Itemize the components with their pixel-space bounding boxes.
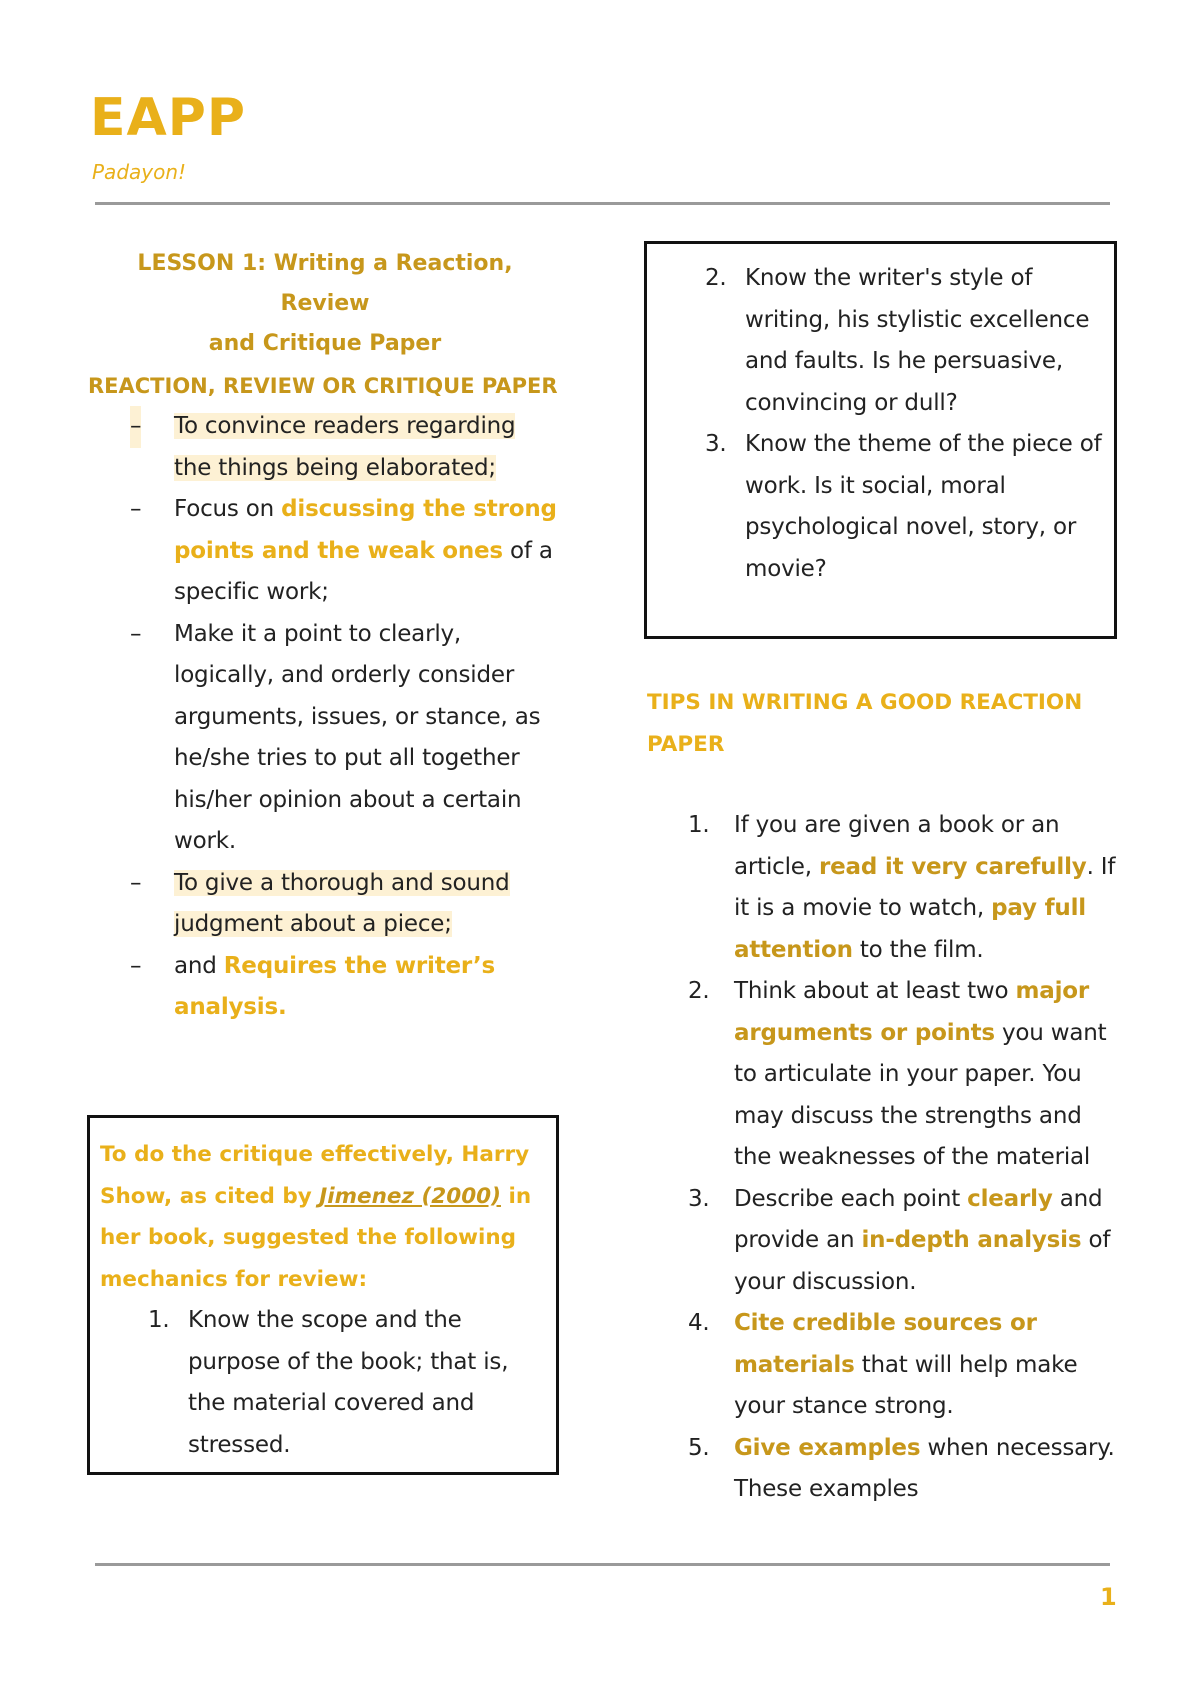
- document-title: EAPP: [90, 88, 246, 148]
- item-number: 1.: [688, 812, 710, 838]
- dash-marker: –: [130, 406, 141, 448]
- tip-emphasis: clearly: [967, 1185, 1053, 1212]
- footer-divider: [95, 1563, 1110, 1566]
- tip-text: you want to articulate in your paper. You may discuss the strengths and the weaknesses of the material: [734, 1019, 1107, 1170]
- tip-text: of your discussion.: [734, 1227, 1111, 1295]
- tip-emphasis: major arguments or points: [734, 978, 1089, 1046]
- item-number: 5.: [688, 1434, 710, 1461]
- document-subtitle: Padayon!: [92, 160, 187, 184]
- item-text: Know the scope and the purpose of the book; that is, the material covered and stressed.: [188, 1307, 509, 1458]
- bullet-text: Make it a point to clearly, logically, and orderly consider arguments, issues, or stance, as he/she tries to put all together his/her opinion about a certain work.: [174, 620, 541, 854]
- bullet-list: [88, 406, 568, 1029]
- list-item: [88, 406, 568, 489]
- item-number: 1.: [148, 1307, 170, 1333]
- header-divider: [95, 202, 1110, 205]
- list-item: [640, 971, 1120, 1179]
- bullet-text-line2: judgment about a piece;: [174, 911, 452, 937]
- dash-marker: –: [130, 869, 142, 896]
- dash-marker: –: [130, 952, 142, 979]
- mechanics-list: [100, 1300, 550, 1466]
- item-text: Know the theme of the piece of work. Is it social, moral psychological novel, story, or movie?: [745, 431, 1102, 582]
- list-item: [88, 946, 568, 1029]
- tip-text: to the film.: [852, 936, 984, 963]
- tip-emphasis: read it very carefully: [818, 853, 1087, 880]
- item-number: 2.: [705, 265, 727, 291]
- item-text: Know the writer's style of writing, his stylistic excellence and faults. Is he persuasive, convincing or dull?: [745, 265, 1090, 416]
- section-heading: REACTION, REVIEW OR CRITIQUE PAPER: [88, 374, 558, 398]
- tips-heading: TIPS IN WRITING A GOOD REACTION PAPER: [647, 690, 1083, 757]
- bullet-text: of a specific work;: [174, 537, 553, 605]
- tip-text: Describe each point: [734, 1185, 968, 1212]
- tip-text: Think about at least two: [734, 978, 1016, 1004]
- dash-marker: –: [130, 496, 142, 522]
- tip-text: that will help make your stance strong.: [734, 1351, 1078, 1419]
- bullet-emphasis: Requires the writer’s analysis.: [174, 952, 496, 1020]
- tip-emphasis: pay full attention: [734, 895, 1086, 963]
- list-item: [640, 1179, 1120, 1304]
- bullet-text: and: [174, 952, 224, 979]
- item-number: 3.: [688, 1185, 710, 1212]
- list-item: [88, 863, 568, 946]
- list-item: [88, 489, 568, 614]
- bullet-text-line2: the things being elaborated;: [174, 454, 496, 481]
- review-mechanics-box-continued: [644, 241, 1117, 639]
- list-item: [640, 1303, 1120, 1428]
- tip-text: and provide an: [734, 1185, 1103, 1253]
- bullet-text: Focus on: [174, 496, 282, 522]
- tip-emphasis: Cite credible sources or materials: [734, 1310, 1037, 1378]
- bullet-text-line1: To convince readers regarding: [174, 413, 516, 439]
- item-number: 2.: [688, 978, 710, 1004]
- tips-list: [640, 805, 1120, 1511]
- list-item: [640, 805, 1120, 971]
- tip-emphasis: Give examples: [734, 1434, 921, 1461]
- lesson-title-line2: and Critique Paper: [208, 331, 442, 356]
- box-heading-text: in her book, suggested the following mechanics for review:: [100, 1183, 532, 1292]
- lesson-title: [90, 244, 560, 364]
- list-item: [88, 614, 568, 863]
- mechanics-list: [657, 258, 1112, 590]
- tip-text: when necessary. These examples: [734, 1434, 1115, 1502]
- bullet-emphasis: discussing the strong points and the weak ones: [174, 496, 557, 564]
- list-item: [657, 258, 1112, 424]
- citation: Jimenez (2000): [319, 1183, 501, 1209]
- list-item: [657, 424, 1112, 590]
- tip-emphasis: in-depth analysis: [861, 1227, 1082, 1253]
- page-number: 1: [1100, 1583, 1117, 1611]
- lesson-title-line1: LESSON 1: Writing a Reaction, Review: [137, 251, 513, 316]
- tip-text: If you are given a book or an article,: [734, 812, 1060, 880]
- dash-marker: –: [130, 620, 142, 647]
- bullet-text-line1: To give a thorough and sound: [174, 869, 510, 896]
- box-heading: [100, 1134, 550, 1300]
- review-mechanics-box: [87, 1115, 559, 1475]
- list-item: [640, 1428, 1120, 1511]
- tip-text: . If it is a movie to watch,: [734, 853, 1116, 921]
- box-heading-text: To do the critique effectively, Harry Show, as cited by: [100, 1142, 530, 1209]
- item-number: 4.: [688, 1310, 710, 1336]
- item-number: 3.: [705, 431, 727, 457]
- list-item: [100, 1300, 550, 1466]
